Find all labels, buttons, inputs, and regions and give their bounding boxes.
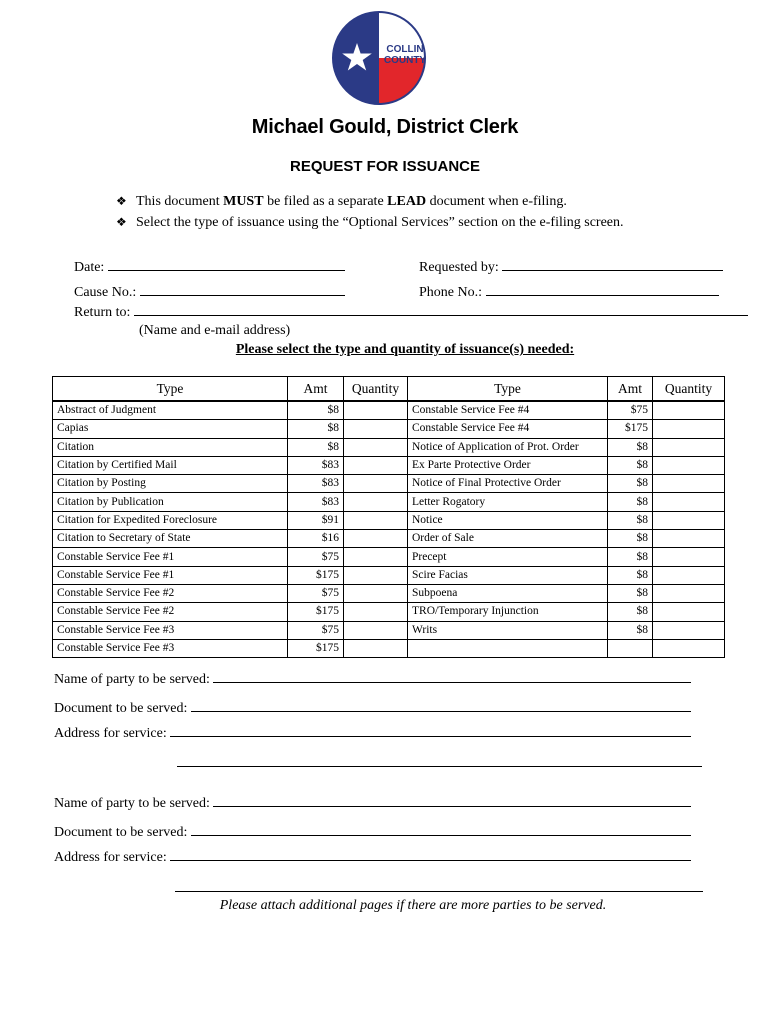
left-type: Citation to Secretary of State <box>53 530 288 548</box>
return-to-note: (Name and e-mail address) <box>139 323 291 338</box>
right-quantity-input[interactable] <box>653 475 725 493</box>
right-type: Constable Service Fee #4 <box>408 420 608 438</box>
left-type: Constable Service Fee #1 <box>53 566 288 584</box>
right-amt <box>608 639 653 657</box>
left-type: Constable Service Fee #3 <box>53 639 288 657</box>
right-quantity-input[interactable] <box>653 584 725 602</box>
address-service-2[interactable] <box>54 847 691 866</box>
header-type-left: Type <box>53 377 288 402</box>
document-label: Document to be served: <box>54 825 188 840</box>
left-amt: $8 <box>288 438 344 456</box>
right-amt: $8 <box>608 438 653 456</box>
right-amt: $8 <box>608 548 653 566</box>
left-amt: $175 <box>288 603 344 621</box>
issuance-table <box>52 376 725 658</box>
document-line[interactable] <box>191 698 691 712</box>
right-quantity-input[interactable] <box>653 456 725 474</box>
left-quantity-input[interactable] <box>344 548 408 566</box>
table-row <box>53 438 725 456</box>
right-type: Writs <box>408 621 608 639</box>
table-instruction: Please select the type and quantity of issuance(s) needed: <box>235 342 575 357</box>
left-quantity-input[interactable] <box>344 566 408 584</box>
right-type: Letter Rogatory <box>408 493 608 511</box>
cause-no-label: Cause No.: <box>74 285 137 300</box>
address-line-2[interactable] <box>175 891 703 892</box>
left-type: Constable Service Fee #2 <box>53 584 288 602</box>
date-label: Date: <box>74 260 105 275</box>
left-type: Citation <box>53 438 288 456</box>
right-type: Precept <box>408 548 608 566</box>
right-type: Scire Facias <box>408 566 608 584</box>
right-quantity-input[interactable] <box>653 548 725 566</box>
form-subtitle: REQUEST FOR ISSUANCE <box>289 158 481 175</box>
left-quantity-input[interactable] <box>344 639 408 657</box>
requested-by-label: Requested by: <box>419 260 499 275</box>
left-quantity-input[interactable] <box>344 493 408 511</box>
right-amt: $8 <box>608 566 653 584</box>
address-line[interactable] <box>170 723 691 737</box>
right-quantity-input[interactable] <box>653 438 725 456</box>
document-label: Document to be served: <box>54 701 188 716</box>
return-to-line[interactable] <box>134 302 748 316</box>
diamond-bullet-icon: ❖ <box>116 215 127 229</box>
table-row <box>53 530 725 548</box>
right-amt: $8 <box>608 511 653 529</box>
right-quantity-input[interactable] <box>653 493 725 511</box>
right-type: Notice <box>408 511 608 529</box>
left-type: Citation for Expedited Foreclosure <box>53 511 288 529</box>
right-type: Notice of Application of Prot. Order <box>408 438 608 456</box>
left-type: Citation by Posting <box>53 475 288 493</box>
left-quantity-input[interactable] <box>344 401 408 420</box>
page-title: Michael Gould, District Clerk <box>251 116 519 138</box>
left-quantity-input[interactable] <box>344 438 408 456</box>
footnote: Please attach additional pages if there are more parties to be served. <box>219 898 607 913</box>
right-amt: $8 <box>608 603 653 621</box>
right-amt: $8 <box>608 456 653 474</box>
left-amt: $16 <box>288 530 344 548</box>
left-amt: $8 <box>288 420 344 438</box>
right-quantity-input[interactable] <box>653 530 725 548</box>
left-type: Constable Service Fee #3 <box>53 621 288 639</box>
address-label: Address for service: <box>54 850 167 865</box>
cause-no-field[interactable] <box>74 282 345 301</box>
left-amt: $175 <box>288 566 344 584</box>
left-quantity-input[interactable] <box>344 603 408 621</box>
left-amt: $83 <box>288 456 344 474</box>
right-quantity-input[interactable] <box>653 603 725 621</box>
left-amt: $83 <box>288 475 344 493</box>
table-row <box>53 621 725 639</box>
right-quantity-input[interactable] <box>653 621 725 639</box>
table-row <box>53 493 725 511</box>
header-amt-right: Amt <box>608 377 653 402</box>
header-type-right: Type <box>408 377 608 402</box>
party-label: Name of party to be served: <box>54 672 210 687</box>
left-type: Citation by Publication <box>53 493 288 511</box>
left-amt: $91 <box>288 511 344 529</box>
right-type: Notice of Final Protective Order <box>408 475 608 493</box>
document-line[interactable] <box>191 822 691 836</box>
right-type: TRO/Temporary Injunction <box>408 603 608 621</box>
table-header-row <box>53 377 725 402</box>
left-quantity-input[interactable] <box>344 456 408 474</box>
address-label: Address for service: <box>54 726 167 741</box>
right-type: Ex Parte Protective Order <box>408 456 608 474</box>
return-to-label: Return to: <box>74 305 131 320</box>
left-amt: $175 <box>288 639 344 657</box>
left-amt: $83 <box>288 493 344 511</box>
diamond-bullet-icon: ❖ <box>116 194 127 208</box>
party-served-1[interactable] <box>54 669 691 688</box>
left-type: Citation by Certified Mail <box>53 456 288 474</box>
table-row <box>53 475 725 493</box>
left-quantity-input[interactable] <box>344 621 408 639</box>
right-type: Subpoena <box>408 584 608 602</box>
right-amt: $8 <box>608 584 653 602</box>
bullet-lead-document: ❖ This document MUST be filed as a separate LEAD document when e-filing. <box>116 194 567 209</box>
left-quantity-input[interactable] <box>344 511 408 529</box>
left-amt: $75 <box>288 584 344 602</box>
right-amt: $75 <box>608 401 653 420</box>
party-label: Name of party to be served: <box>54 796 210 811</box>
date-line[interactable] <box>108 257 345 271</box>
date-field[interactable] <box>74 257 345 276</box>
phone-no-line[interactable] <box>486 282 719 296</box>
table-row <box>53 548 725 566</box>
address-line-2[interactable] <box>177 766 702 767</box>
party-served-2[interactable] <box>54 793 691 812</box>
right-type: Constable Service Fee #4 <box>408 401 608 420</box>
left-type: Capias <box>53 420 288 438</box>
table-row <box>53 511 725 529</box>
left-type: Constable Service Fee #1 <box>53 548 288 566</box>
table-row <box>53 639 725 657</box>
address-line[interactable] <box>170 847 691 861</box>
table-row <box>53 566 725 584</box>
left-type: Constable Service Fee #2 <box>53 603 288 621</box>
right-quantity-input[interactable] <box>653 639 725 657</box>
table-row <box>53 603 725 621</box>
bullet-optional-services: ❖ Select the type of issuance using the “Optional Services” section on the e-filing screen. <box>116 215 624 230</box>
phone-no-field[interactable] <box>419 282 719 301</box>
cause-no-line[interactable] <box>140 282 345 296</box>
left-quantity-input[interactable] <box>344 475 408 493</box>
logo-text-collin: COLLIN <box>386 44 424 55</box>
address-service-1[interactable] <box>54 723 691 742</box>
logo-text-county: COUNTY <box>383 55 427 66</box>
phone-no-label: Phone No.: <box>419 285 482 300</box>
right-quantity-input[interactable] <box>653 420 725 438</box>
requested-by-field[interactable] <box>419 257 723 276</box>
document-served-2[interactable] <box>54 822 691 841</box>
left-amt: $8 <box>288 401 344 420</box>
right-amt: $8 <box>608 530 653 548</box>
right-amt: $8 <box>608 493 653 511</box>
return-to-field[interactable] <box>74 302 748 321</box>
party-line[interactable] <box>213 793 691 807</box>
header-amt-left: Amt <box>288 377 344 402</box>
right-amt: $175 <box>608 420 653 438</box>
right-amt: $8 <box>608 475 653 493</box>
table-row <box>53 401 725 420</box>
document-served-1[interactable] <box>54 698 691 717</box>
left-amt: $75 <box>288 621 344 639</box>
header-quantity-left: Quantity <box>344 377 408 402</box>
table-row <box>53 420 725 438</box>
right-quantity-input[interactable] <box>653 511 725 529</box>
requested-by-line[interactable] <box>502 257 723 271</box>
left-type: Abstract of Judgment <box>53 401 288 420</box>
right-type <box>408 639 608 657</box>
right-amt: $8 <box>608 621 653 639</box>
left-quantity-input[interactable] <box>344 584 408 602</box>
left-quantity-input[interactable] <box>344 530 408 548</box>
right-type: Order of Sale <box>408 530 608 548</box>
collin-county-logo <box>330 10 428 106</box>
party-line[interactable] <box>213 669 691 683</box>
table-row <box>53 456 725 474</box>
table-row <box>53 584 725 602</box>
header-quantity-right: Quantity <box>653 377 725 402</box>
left-amt: $75 <box>288 548 344 566</box>
right-quantity-input[interactable] <box>653 566 725 584</box>
left-quantity-input[interactable] <box>344 420 408 438</box>
right-quantity-input[interactable] <box>653 401 725 420</box>
